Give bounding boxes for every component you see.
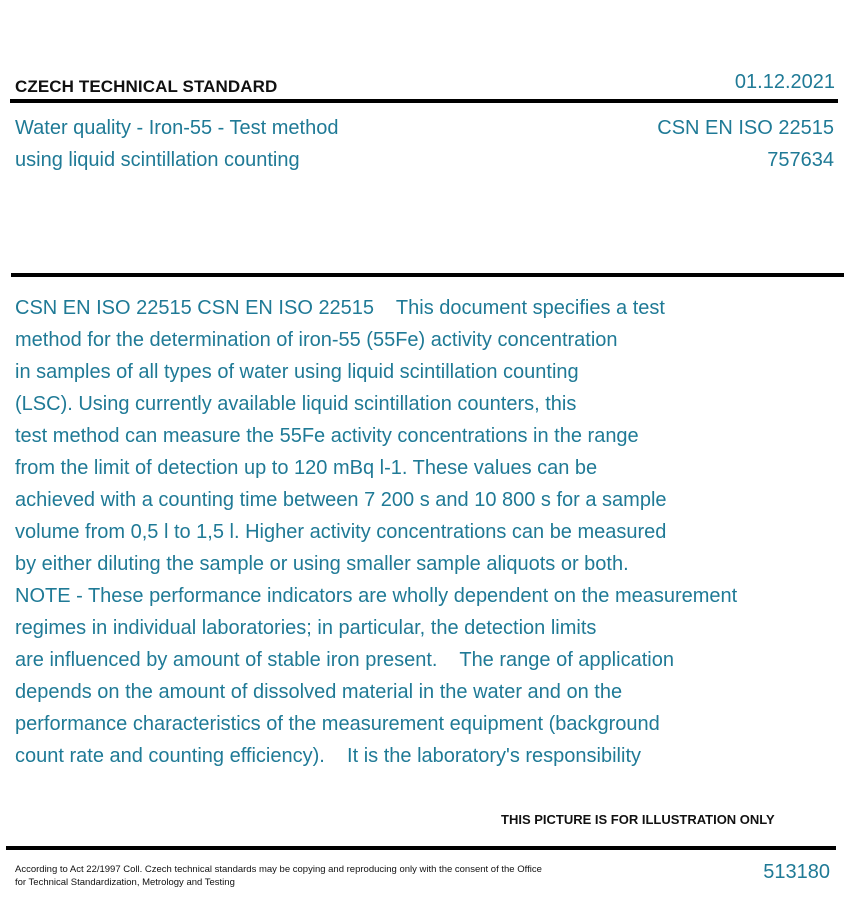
footer-document-number: 513180 <box>763 861 830 883</box>
abstract-line: NOTE - These performance indicators are wholly dependent on the measurement <box>15 585 738 607</box>
abstract-line: count rate and counting efficiency). It is the laboratory's responsibility <box>15 745 641 767</box>
abstract-line: method for the determination of iron-55 (55Fe) activity concentration <box>15 329 618 351</box>
abstract-line: in samples of all types of water using liquid scintillation counting <box>15 361 579 383</box>
legal-notice-line: According to Act 22/1997 Coll. Czech technical standards may be copying and reproducing only with the consent of the Office <box>15 864 542 875</box>
document-date: 01.12.2021 <box>734 71 835 93</box>
abstract-line: (LSC). Using currently available liquid scintillation counters, this <box>15 393 577 415</box>
abstract-line: from the limit of detection up to 120 mBq l-1. These values can be <box>15 457 598 479</box>
section-divider <box>11 273 844 277</box>
legal-notice-line: for Technical Standardization, Metrology and Testing <box>15 877 235 888</box>
legal-notice <box>15 863 595 889</box>
standard-title-line-1: Water quality - Iron-55 - Test method <box>15 117 339 139</box>
standard-number: 757634 <box>767 149 834 171</box>
document-header-title: CZECH TECHNICAL STANDARD <box>15 77 278 96</box>
abstract-line: test method can measure the 55Fe activity concentrations in the range <box>15 425 639 447</box>
abstract-line: depends on the amount of dissolved material in the water and on the <box>15 681 623 703</box>
illustration-disclaimer: THIS PICTURE IS FOR ILLUSTRATION ONLY <box>501 812 775 827</box>
abstract-line: are influenced by amount of stable iron present. The range of application <box>15 649 674 671</box>
standard-abstract <box>15 292 815 772</box>
abstract-line: volume from 0,5 l to 1,5 l. Higher activity concentrations can be measured <box>15 521 667 543</box>
abstract-line: regimes in individual laboratories; in particular, the detection limits <box>15 617 597 639</box>
standard-code: CSN EN ISO 22515 <box>657 117 834 139</box>
header-divider <box>10 99 838 103</box>
standard-title-line-2: using liquid scintillation counting <box>15 149 300 171</box>
abstract-line: by either diluting the sample or using smaller sample aliquots or both. <box>15 553 629 575</box>
abstract-line: performance characteristics of the measurement equipment (background <box>15 713 660 735</box>
abstract-line: CSN EN ISO 22515 CSN EN ISO 22515 This document specifies a test <box>15 297 665 319</box>
abstract-line: achieved with a counting time between 7 200 s and 10 800 s for a sample <box>15 489 667 511</box>
footer-divider <box>6 846 836 850</box>
